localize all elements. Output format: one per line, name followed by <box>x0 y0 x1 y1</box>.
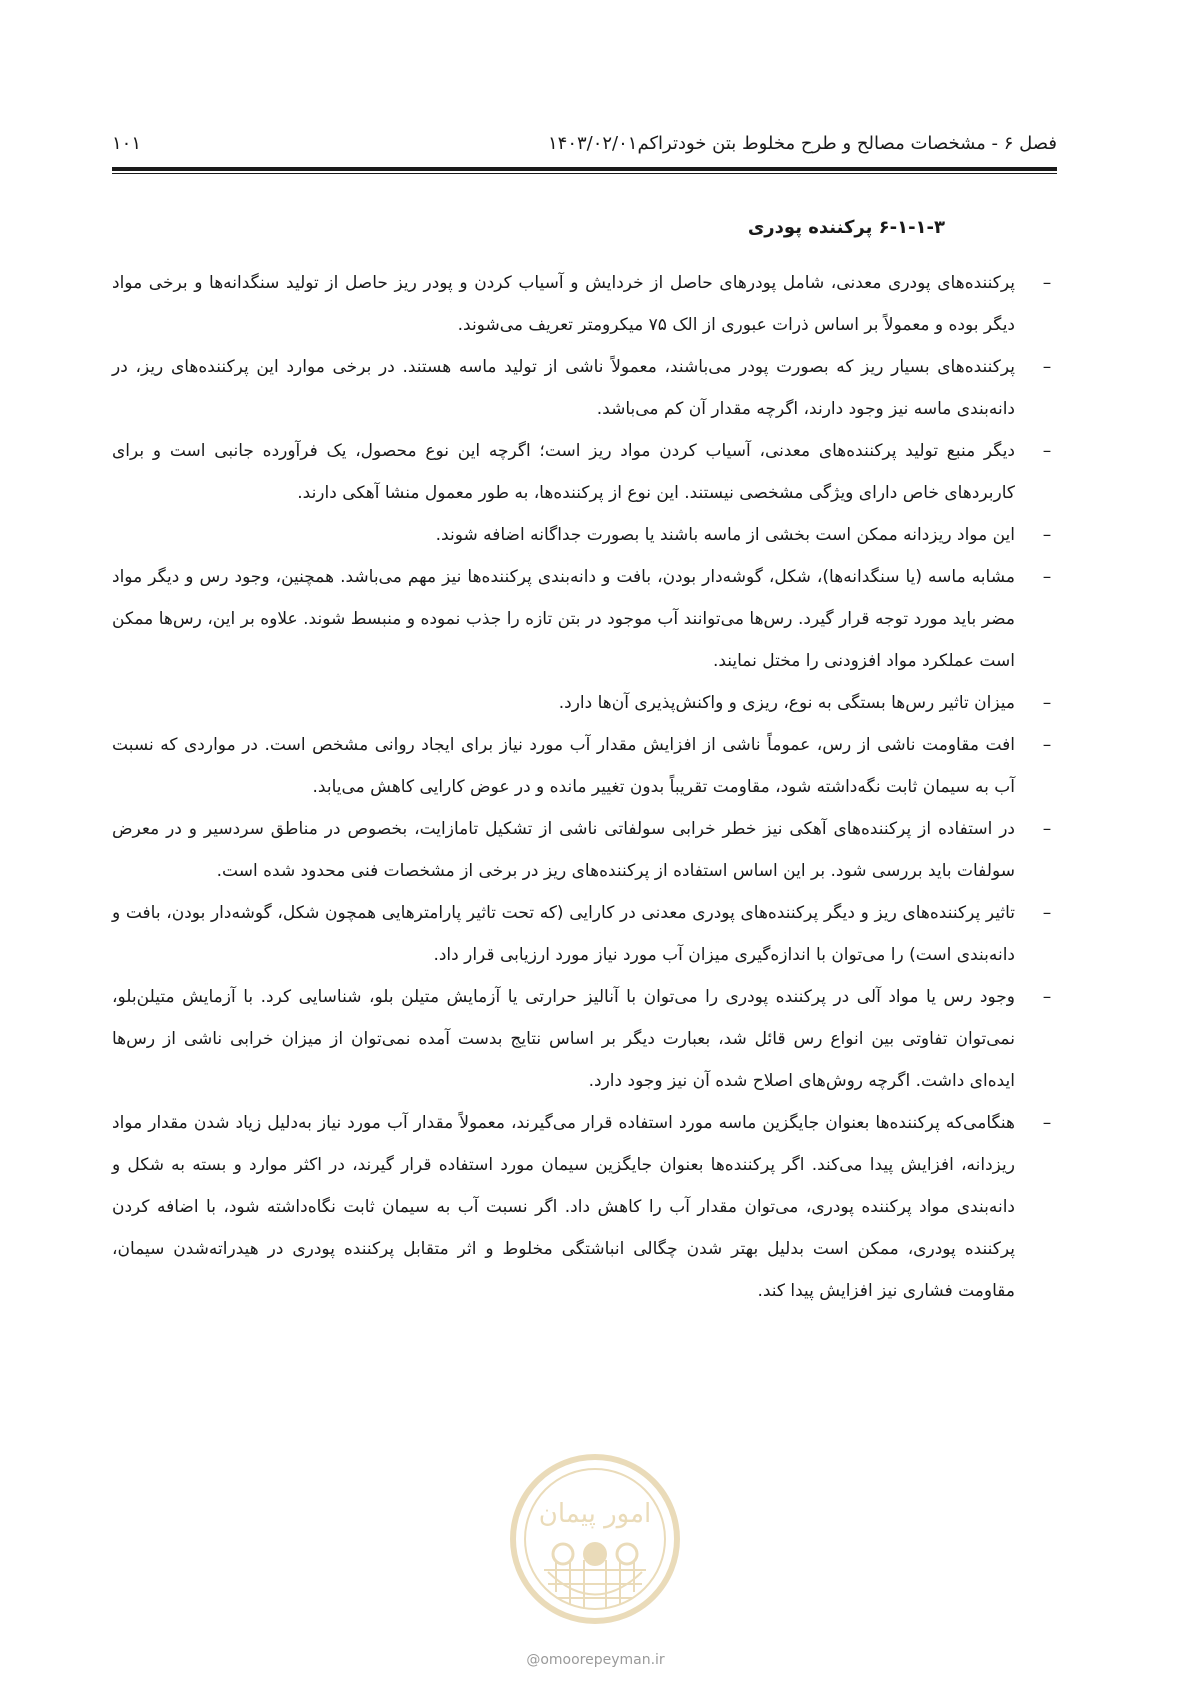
bullet-dash: – <box>1042 1113 1052 1133</box>
page-number: ۱۰۱ <box>112 133 142 154</box>
bullet-dash: – <box>1042 735 1052 755</box>
list-item-text: پرکننده‌های بسیار ریز که بصورت پودر می‌باشند، معمولاً ناشی از تولید ماسه هستند. در برخی موارد این پرکننده‌های ریز، در دانه‌بندی ماسه نیز وجود دارند، اگرچه مقدار آن کم می‌باشد. <box>112 357 1015 419</box>
bullet-dash: – <box>1042 903 1052 923</box>
list-item-text: میزان تاثیر رس‌ها بستگی به نوع، ریزی و واکنش‌پذیری آن‌ها دارد. <box>558 693 1015 713</box>
header-rule <box>112 167 1057 171</box>
list-item <box>112 808 1057 892</box>
list-item <box>112 1102 1057 1312</box>
bullet-list <box>112 262 1057 1312</box>
list-item-text: تاثیر پرکننده‌های ریز و دیگر پرکننده‌های پودری معدنی در کارایی (که تحت تاثیر پارامترهایی همچون شکل، گوشه‌دار بودن، بافت و دانه‌بندی است) را می‌توان با اندازه‌گیری میزان آب مورد نیاز مورد ارزیابی قرار داد. <box>112 903 1015 965</box>
header-title: فصل ۶ - مشخصات مصالح و طرح مخلوط بتن خودتراکم۱۴۰۳/۰۲/۰۱ <box>547 133 1057 154</box>
list-item <box>112 976 1057 1102</box>
list-item-text: افت مقاومت ناشی از رس، عموماً ناشی از افزایش مقدار آب مورد نیاز برای ایجاد روانی مشخص است. در مواردی که نسبت آب به سیمان ثابت نگه‌داشته شود، مقاومت تقریباً بدون تغییر مانده و در عوض کارایی کاهش می‌یابد. <box>112 735 1015 797</box>
bullet-dash: – <box>1042 273 1052 293</box>
section-title: ۶-۱-۱-۳ پرکننده پودری <box>747 217 945 238</box>
header-rule-thin <box>112 173 1057 174</box>
bullet-dash: – <box>1042 357 1052 377</box>
list-item <box>112 724 1057 808</box>
list-item <box>112 346 1057 430</box>
watermark-person-icon <box>583 1542 607 1566</box>
list-item-text: دیگر منبع تولید پرکننده‌های معدنی، آسیاب کردن مواد ریز است؛ اگرچه این نوع محصول، یک فرآورده جانبی است و برای کاربردهای خاص دارای ویژگی مشخصی نیستند. این نوع از پرکننده‌ها، به طور معمول منشا آهکی دارند. <box>112 441 1015 503</box>
bullet-dash: – <box>1042 525 1052 545</box>
bullet-dash: – <box>1042 441 1052 461</box>
list-item <box>112 514 1057 556</box>
bullet-dash: – <box>1042 987 1052 1007</box>
watermark-url: @omoorepeyman.ir <box>526 1652 665 1668</box>
watermark-scale-icon <box>553 1544 573 1564</box>
watermark-gear-icon <box>617 1544 637 1564</box>
watermark-logo-text: امور پیمان <box>538 1499 652 1529</box>
list-item-text: در استفاده از پرکننده‌های آهکی نیز خطر خرابی سولفاتی ناشی از تشکیل تامازایت، بخصوص در مناطق سردسیر و در معرض سولفات باید بررسی شود. بر این اساس استفاده از پرکننده‌های ریز در برخی از مشخصات فنی محدود شده است. <box>112 819 1015 881</box>
watermark-logo <box>508 1452 682 1626</box>
list-item <box>112 682 1057 724</box>
list-item-text: این مواد ریزدانه ممکن است بخشی از ماسه باشند یا بصورت جداگانه اضافه شوند. <box>435 525 1015 545</box>
bullet-dash: – <box>1042 567 1052 587</box>
list-item <box>112 556 1057 682</box>
watermark-inner-ring <box>525 1469 665 1609</box>
list-item <box>112 430 1057 514</box>
watermark-outer-ring <box>513 1457 677 1621</box>
bullet-dash: – <box>1042 819 1052 839</box>
bullet-dash: – <box>1042 693 1052 713</box>
list-item-text: هنگامی‌که پرکننده‌ها بعنوان جایگزین ماسه مورد استفاده قرار می‌گیرند، معمولاً مقدار آب مورد نیاز به‌دلیل زیاد شدن مقدار مواد ریزدانه، افزایش پیدا می‌کند. اگر پرکننده‌ها بعنوان جایگزین سیمان مورد استفاده قرار گیرند، در اکثر موارد و بسته به شکل و دانه‌بندی مواد پرکننده پودری، می‌توان مقدار آب را کاهش داد. اگر نسبت آب به سیمان ثابت نگاه‌داشته شود، با اضافه کردن پرکننده پودری، ممکن است بدلیل بهتر شدن چگالی انباشتگی مخلوط و اثر متقابل پرکننده پودری در هیدراته‌شدن سیمان، مقاومت فشاری نیز افزایش پیدا کند. <box>112 1113 1015 1301</box>
list-item <box>112 262 1057 346</box>
list-item <box>112 892 1057 976</box>
watermark-grid-icon <box>544 1560 646 1609</box>
list-item-text: پرکننده‌های پودری معدنی، شامل پودرهای حاصل از خردایش و آسیاب کردن و پودر ریز حاصل از تولید سنگدانه‌ها و برخی مواد دیگر بوده و معمولاً بر اساس ذرات عبوری از الک ۷۵ میکرومتر تعریف می‌شوند. <box>112 273 1015 335</box>
page-header <box>112 127 1057 163</box>
list-item-text: وجود رس یا مواد آلی در پرکننده پودری را می‌توان با آنالیز حرارتی یا آزمایش متیلن بلو، شناسایی کرد. با آزمایش متیلن‌بلو، نمی‌توان تفاوتی بین انواع رس قائل شد، بعبارت دیگر بر اساس نتایج بدست آمده نمی‌توان از میزان خرابی ناشی از رس‌ها ایده‌ای داشت. اگرچه روش‌های اصلاح شده آن نیز وجود دارد. <box>112 987 1015 1091</box>
list-item-text: مشابه ماسه (یا سنگدانه‌ها)، شکل، گوشه‌دار بودن، بافت و دانه‌بندی پرکننده‌ها نیز مهم می‌باشد. همچنین، وجود رس و دیگر مواد مضر باید مورد توجه قرار گیرد. رس‌ها می‌توانند آب موجود در بتن تازه را جذب نموده و منبسط شوند. علاوه بر این، رس‌ها ممکن است عملکرد مواد افزودنی را مختل نمایند. <box>112 567 1015 671</box>
